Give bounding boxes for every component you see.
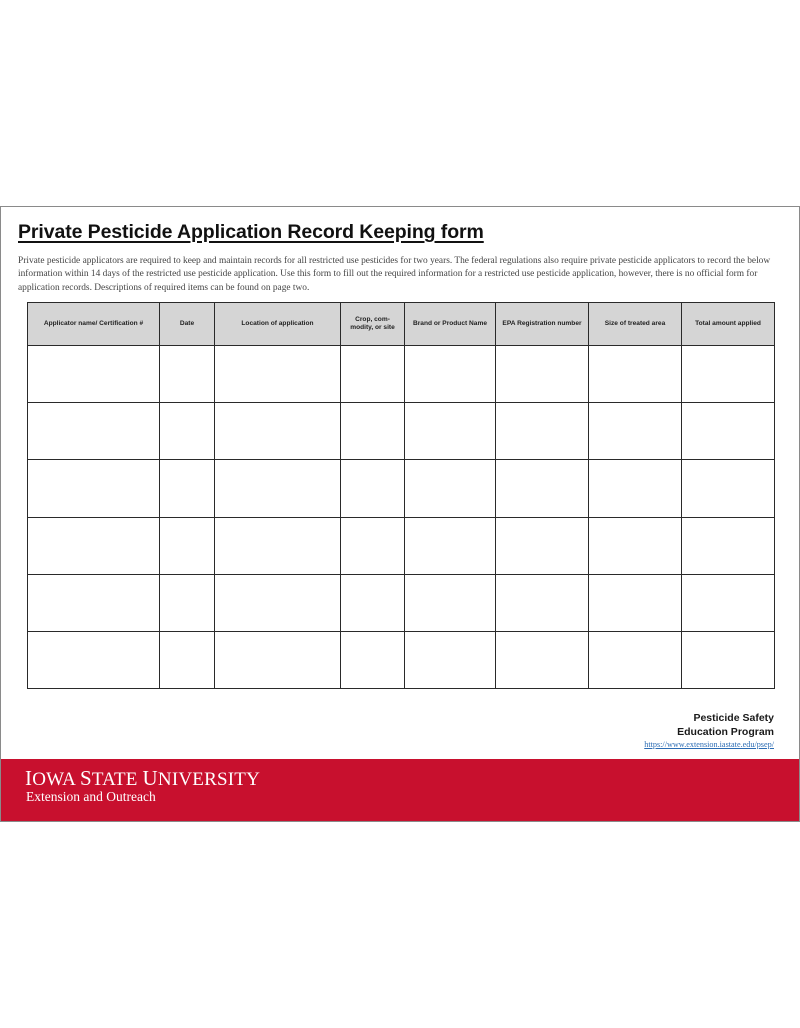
university-name-part-2: TATE	[91, 769, 143, 790]
entry-cell-area-size[interactable]	[589, 403, 682, 460]
form-page	[0, 206, 800, 822]
table-row	[28, 460, 775, 517]
program-name-line-1: Pesticide Safety	[693, 712, 774, 724]
university-name	[25, 766, 260, 791]
university-name-part-3: NIVERSITY	[157, 769, 260, 790]
entry-cell-location[interactable]	[215, 460, 341, 517]
brand-band	[1, 759, 799, 821]
header-crop: Crop, com-modity, or site	[341, 303, 405, 346]
university-name-initial-2: S	[79, 766, 92, 790]
entry-cell-applicator[interactable]	[28, 403, 160, 460]
entry-cell-brand[interactable]	[405, 346, 496, 403]
table-row	[28, 517, 775, 574]
entry-cell-crop[interactable]	[341, 631, 405, 688]
entry-cell-crop[interactable]	[341, 403, 405, 460]
entry-cell-brand[interactable]	[405, 403, 496, 460]
entry-cell-total-amount[interactable]	[682, 403, 775, 460]
university-name-initial-3: U	[142, 766, 158, 790]
entry-cell-area-size[interactable]	[589, 631, 682, 688]
header-applicator: Applicator name/ Certification #	[28, 303, 160, 346]
header-area-size: Size of treated area	[589, 303, 682, 346]
entry-cell-location[interactable]	[215, 574, 341, 631]
entry-cell-epa-number[interactable]	[496, 574, 589, 631]
university-name-part-1: OWA	[32, 769, 80, 790]
program-url-link[interactable]: https://www.extension.iastate.edu/psep/	[644, 740, 774, 749]
entry-cell-applicator[interactable]	[28, 517, 160, 574]
record-table	[27, 302, 775, 689]
entry-cell-date[interactable]	[160, 517, 215, 574]
entry-cell-brand[interactable]	[405, 631, 496, 688]
entry-cell-epa-number[interactable]	[496, 403, 589, 460]
entry-cell-applicator[interactable]	[28, 460, 160, 517]
header-epa-number: EPA Registration number	[496, 303, 589, 346]
entry-cell-applicator[interactable]	[28, 346, 160, 403]
entry-cell-total-amount[interactable]	[682, 631, 775, 688]
entry-cell-total-amount[interactable]	[682, 574, 775, 631]
entry-cell-total-amount[interactable]	[682, 517, 775, 574]
entry-cell-epa-number[interactable]	[496, 631, 589, 688]
entry-cell-applicator[interactable]	[28, 574, 160, 631]
header-row	[28, 303, 775, 346]
entry-cell-epa-number[interactable]	[496, 346, 589, 403]
header-location: Location of application	[215, 303, 341, 346]
entry-cell-brand[interactable]	[405, 574, 496, 631]
entry-cell-total-amount[interactable]	[682, 460, 775, 517]
table-row	[28, 631, 775, 688]
header-total-amount: Total amount applied	[682, 303, 775, 346]
entry-cell-epa-number[interactable]	[496, 517, 589, 574]
entry-cell-area-size[interactable]	[589, 517, 682, 574]
entry-cell-area-size[interactable]	[589, 460, 682, 517]
table-row	[28, 574, 775, 631]
entry-cell-brand[interactable]	[405, 460, 496, 517]
entry-cell-date[interactable]	[160, 574, 215, 631]
entry-cell-location[interactable]	[215, 631, 341, 688]
entry-cell-crop[interactable]	[341, 346, 405, 403]
entry-cell-area-size[interactable]	[589, 346, 682, 403]
table-row	[28, 403, 775, 460]
record-rows	[28, 346, 775, 689]
entry-cell-brand[interactable]	[405, 517, 496, 574]
entry-cell-date[interactable]	[160, 631, 215, 688]
university-name-initial-1: I	[25, 766, 33, 790]
entry-cell-crop[interactable]	[341, 517, 405, 574]
entry-cell-epa-number[interactable]	[496, 460, 589, 517]
form-title: Private Pesticide Application Record Keeping form	[18, 221, 484, 243]
header-date: Date	[160, 303, 215, 346]
entry-cell-date[interactable]	[160, 403, 215, 460]
entry-cell-area-size[interactable]	[589, 574, 682, 631]
entry-cell-crop[interactable]	[341, 574, 405, 631]
table-row	[28, 346, 775, 403]
program-info	[644, 711, 774, 750]
extension-unit-name: Extension and Outreach	[26, 789, 156, 804]
entry-cell-crop[interactable]	[341, 460, 405, 517]
program-name-line-2: Education Program	[677, 726, 774, 738]
entry-cell-location[interactable]	[215, 517, 341, 574]
entry-cell-date[interactable]	[160, 346, 215, 403]
entry-cell-applicator[interactable]	[28, 631, 160, 688]
header-brand: Brand or Product Name	[405, 303, 496, 346]
entry-cell-total-amount[interactable]	[682, 346, 775, 403]
entry-cell-location[interactable]	[215, 403, 341, 460]
intro-paragraph: Private pesticide applicators are required to keep and maintain records for all restricted use pesticides for two years. The federal regulations also require private pesticide applicators to record the below information within 14 days of the restricted use pesticide application. Use this form to fill out the required information for a restricted use pesticide application, however, there is no official form for application records. Descriptions of required items can be found on page two.	[18, 256, 771, 293]
entry-cell-location[interactable]	[215, 346, 341, 403]
entry-cell-date[interactable]	[160, 460, 215, 517]
